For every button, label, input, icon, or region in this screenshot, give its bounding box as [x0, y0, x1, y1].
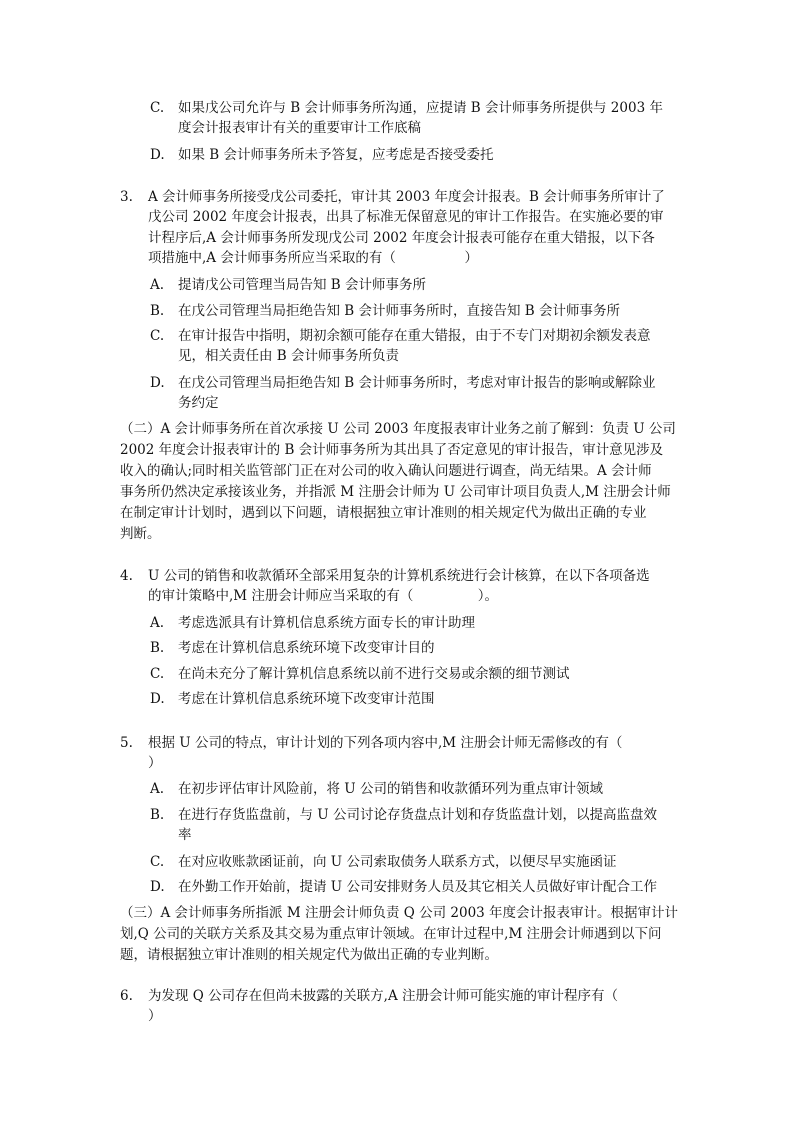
question-stem-line: U 公司的销售和收款循环全部采用复杂的计算机系统进行会计核算，在以下各项备选 — [148, 568, 650, 584]
option-text-line: 在戊公司管理当局拒绝告知 B 会计师事务所时，直接告知 B 会计师事务所 — [178, 303, 621, 319]
option-text-line: 务约定 — [178, 395, 219, 411]
option-letter: D. — [150, 879, 165, 895]
option-text-line: 率 — [178, 827, 192, 843]
question-stem-line: 戊公司 2002 年度会计报表，出具了标准无保留意见的审计工作报告。在实施必要的审 — [148, 209, 664, 225]
paragraph-line: 题，请根据独立审计准则的相关规定代为做出正确的专业判断。 — [120, 947, 498, 963]
question-stem-line: ） — [148, 1008, 162, 1024]
option-letter: D. — [150, 691, 165, 707]
question-stem-line: 根据 U 公司的特点，审计计划的下列各项内容中,M 注册会计师无需修改的有（ — [148, 735, 623, 751]
option-letter: A. — [150, 277, 165, 293]
option-text-line: 在外勤工作开始前，提请 U 公司安排财务人员及其它相关人员做好审计配合工作 — [178, 879, 657, 895]
option-letter: A. — [150, 615, 165, 631]
question-stem-line: 项措施中,A 会计师事务所应当采取的有（ ） — [148, 250, 478, 266]
option-text-line: 在审计报告中指明，期初余额可能存在重大错报，由于不专门对期初余额发表意 — [178, 328, 651, 344]
question-stem-line: ） — [148, 755, 162, 771]
question-number: 4. — [120, 568, 133, 584]
option-letter: C. — [150, 328, 165, 344]
option-letter: C. — [150, 100, 165, 116]
question-number: 3. — [120, 189, 133, 205]
option-letter: D. — [150, 147, 165, 163]
option-letter: A. — [150, 781, 165, 797]
option-text-line: 考虑选派具有计算机信息系统方面专长的审计助理 — [178, 615, 475, 631]
option-text-line: 在进行存货监盘前，与 U 公司讨论存货盘点计划和存货监盘计划，以提高监盘效 — [178, 807, 657, 823]
question-stem-line: A 会计师事务所接受戊公司委托，审计其 2003 年度会计报表。B 会计师事务所审计了 — [148, 189, 665, 205]
option-letter: B. — [150, 807, 165, 823]
option-letter: B. — [150, 303, 165, 319]
option-letter: B. — [150, 640, 165, 656]
paragraph-line: 在制定审计计划时，遇到以下问题，请根据独立审计准则的相关规定代为做出正确的专业 — [120, 505, 647, 521]
paragraph-line: 判断。 — [120, 526, 161, 542]
option-letter: D. — [150, 375, 165, 391]
option-text-line: 在对应收账款函证前，向 U 公司索取债务人联系方式，以便尽早实施函证 — [178, 854, 617, 870]
option-text-line: 在戊公司管理当局拒绝告知 B 会计师事务所时，考虑对审计报告的影响或解除业 — [178, 375, 656, 391]
paragraph-line: （三）A 会计师事务所指派 M 注册会计师负责 Q 公司 2003 年度会计报表审计。根据审计计 — [120, 905, 679, 921]
paragraph-line: 事务所仍然决定承接该业务，并指派 M 注册会计师为 U 公司审计项目负责人,M 注册会计师 — [120, 484, 671, 500]
option-text-line: 提请戊公司管理当局告知 B 会计师事务所 — [178, 277, 427, 293]
option-letter: C. — [150, 854, 165, 870]
option-text-line: 如果 B 会计师事务所未予答复，应考虑是否接受委托 — [178, 147, 494, 163]
question-number: 5. — [120, 735, 133, 751]
question-stem-line: 为发现 Q 公司存在但尚未披露的关联方,A 注册会计师可能实施的审计程序有（ — [148, 988, 618, 1004]
option-text-line: 在初步评估审计风险前，将 U 公司的销售和收款循环列为重点审计领域 — [178, 781, 603, 797]
option-text-line: 在尚未充分了解计算机信息系统以前不进行交易或余额的细节测试 — [178, 666, 570, 682]
question-number: 6. — [120, 988, 133, 1004]
paragraph-line: 划,Q 公司的关联方关系及其交易为重点审计领域。在审计过程中,M 注册会计师遇到以下问 — [120, 926, 662, 942]
question-stem-line: 的审计策略中,M 注册会计师应当采取的有（ ）。 — [148, 588, 499, 604]
paragraph-line: 2002 年度会计报表审计的 B 会计师事务所为其出具了否定意见的审计报告，审计意见涉及 — [120, 442, 664, 458]
option-text-line: 见，相关责任由 B 会计师事务所负责 — [178, 348, 400, 364]
option-letter: C. — [150, 666, 165, 682]
option-text-line: 考虑在计算机信息系统环境下改变审计范围 — [178, 691, 435, 707]
option-text-line: 考虑在计算机信息系统环境下改变审计目的 — [178, 640, 435, 656]
paragraph-line: （二）A 会计师事务所在首次承接 U 公司 2003 年度报表审计业务之前了解到：负责 U 公司 — [120, 421, 676, 437]
paragraph-line: 收入的确认;同时相关监管部门正在对公司的收入确认问题进行调查，尚无结果。A 会计师 — [120, 463, 652, 479]
question-stem-line: 计程序后,A 会计师事务所发现戊公司 2002 年度会计报表可能存在重大错报，以下各 — [148, 230, 655, 246]
option-text-line: 如果戊公司允许与 B 会计师事务所沟通，应提请 B 会计师事务所提供与 2003 年 — [178, 100, 663, 116]
option-text-line: 度会计报表审计有关的重要审计工作底稿 — [178, 120, 421, 136]
